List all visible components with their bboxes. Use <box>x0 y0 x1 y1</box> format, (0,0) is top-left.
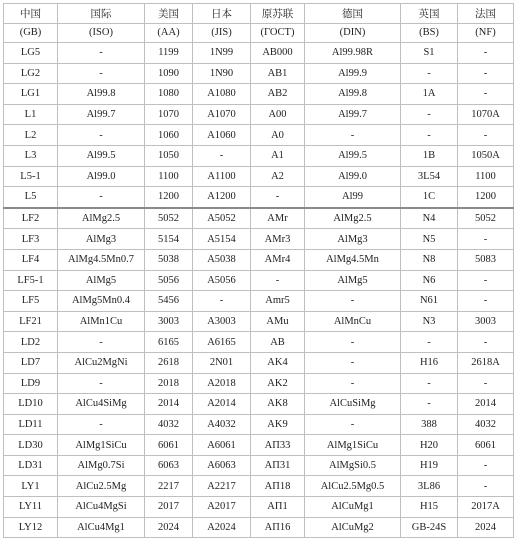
cell-nf: 5083 <box>458 249 514 270</box>
header-country-japan: 日本 <box>193 4 251 24</box>
cell-jis: - <box>193 291 251 312</box>
cell-jis: A2014 <box>193 394 251 415</box>
cell-aa: 1070 <box>145 104 193 125</box>
cell-gost: AB1 <box>251 63 305 84</box>
cell-iso: - <box>58 373 145 394</box>
cell-gb: L5-1 <box>4 166 58 187</box>
cell-gb: LF2 <box>4 208 58 229</box>
cell-bs: S1 <box>401 43 458 64</box>
cell-gb: LG2 <box>4 63 58 84</box>
table-row <box>4 332 514 353</box>
alloy-grade-table <box>3 3 514 538</box>
header-country-china: 中国 <box>4 4 58 24</box>
cell-iso: AlCu2.5Mg <box>58 476 145 497</box>
cell-iso: - <box>58 43 145 64</box>
cell-iso: Al99.7 <box>58 104 145 125</box>
cell-bs: N6 <box>401 270 458 291</box>
header-row-standard <box>4 23 514 43</box>
cell-jis: A4032 <box>193 414 251 435</box>
cell-gb: LF5-1 <box>4 270 58 291</box>
cell-jis: A2217 <box>193 476 251 497</box>
cell-bs: - <box>401 394 458 415</box>
cell-din: Al99.7 <box>305 104 401 125</box>
cell-bs: 1B <box>401 145 458 166</box>
cell-bs: H16 <box>401 352 458 373</box>
cell-nf: 6061 <box>458 435 514 456</box>
cell-gb: LD10 <box>4 394 58 415</box>
cell-iso: AlMg5Mn0.4 <box>58 291 145 312</box>
cell-jis: A1070 <box>193 104 251 125</box>
cell-gost: AП16 <box>251 517 305 538</box>
cell-jis: 2N01 <box>193 352 251 373</box>
cell-bs: 3L86 <box>401 476 458 497</box>
cell-iso: Al99.0 <box>58 166 145 187</box>
table-row <box>4 352 514 373</box>
cell-gost: AB000 <box>251 43 305 64</box>
cell-gost: AMr3 <box>251 229 305 250</box>
cell-din: AlMnCu <box>305 311 401 332</box>
cell-din: Al99 <box>305 187 401 208</box>
cell-jis: A5154 <box>193 229 251 250</box>
cell-nf: - <box>458 270 514 291</box>
cell-nf: - <box>458 229 514 250</box>
cell-gb: LD7 <box>4 352 58 373</box>
cell-aa: 6061 <box>145 435 193 456</box>
cell-aa: 1100 <box>145 166 193 187</box>
cell-jis: A3003 <box>193 311 251 332</box>
header-standard-aa: (AA) <box>145 23 193 43</box>
header-country-former-ussr: 原苏联 <box>251 4 305 24</box>
cell-aa: 2024 <box>145 517 193 538</box>
table-row <box>4 249 514 270</box>
header-standard-gost: (ГОСТ) <box>251 23 305 43</box>
header-country-international: 国际 <box>58 4 145 24</box>
cell-jis: A1100 <box>193 166 251 187</box>
cell-nf: - <box>458 63 514 84</box>
cell-iso: AlMg5 <box>58 270 145 291</box>
cell-gb: LF4 <box>4 249 58 270</box>
cell-nf: - <box>458 84 514 105</box>
cell-nf: 1070A <box>458 104 514 125</box>
cell-bs: N61 <box>401 291 458 312</box>
cell-iso: - <box>58 414 145 435</box>
cell-gost: A2 <box>251 166 305 187</box>
header-country-france: 法国 <box>458 4 514 24</box>
table-row <box>4 291 514 312</box>
cell-aa: 1199 <box>145 43 193 64</box>
table-row <box>4 63 514 84</box>
cell-din: Al99.8 <box>305 84 401 105</box>
cell-iso: - <box>58 332 145 353</box>
cell-jis: - <box>193 145 251 166</box>
cell-aa: 2618 <box>145 352 193 373</box>
cell-aa: 1080 <box>145 84 193 105</box>
alloy-designation-comparison <box>3 3 514 538</box>
table-row <box>4 270 514 291</box>
cell-iso: Al99.5 <box>58 145 145 166</box>
cell-din: AlMg5 <box>305 270 401 291</box>
cell-aa: 1060 <box>145 125 193 146</box>
cell-gost: Amr5 <box>251 291 305 312</box>
table-row <box>4 414 514 435</box>
cell-din: Al99.9 <box>305 63 401 84</box>
cell-gost: AMu <box>251 311 305 332</box>
cell-jis: A5052 <box>193 208 251 229</box>
cell-aa: 6063 <box>145 455 193 476</box>
cell-nf: - <box>458 43 514 64</box>
cell-gb: LF3 <box>4 229 58 250</box>
header-row-country <box>4 4 514 24</box>
header-standard-bs: (BS) <box>401 23 458 43</box>
cell-jis: A6063 <box>193 455 251 476</box>
cell-bs: GB-24S <box>401 517 458 538</box>
table-row <box>4 517 514 538</box>
table-row <box>4 435 514 456</box>
cell-gost: AK4 <box>251 352 305 373</box>
cell-nf: 4032 <box>458 414 514 435</box>
table-row <box>4 311 514 332</box>
cell-aa: 2014 <box>145 394 193 415</box>
cell-gb: LY1 <box>4 476 58 497</box>
cell-gb: LG1 <box>4 84 58 105</box>
cell-aa: 6165 <box>145 332 193 353</box>
cell-bs: - <box>401 125 458 146</box>
cell-aa: 1200 <box>145 187 193 208</box>
cell-gb: LD11 <box>4 414 58 435</box>
cell-gb: L3 <box>4 145 58 166</box>
cell-aa: 2018 <box>145 373 193 394</box>
header-country-uk: 英国 <box>401 4 458 24</box>
header-standard-iso: (ISO) <box>58 23 145 43</box>
cell-gost: - <box>251 187 305 208</box>
cell-gost: AП1 <box>251 497 305 518</box>
cell-jis: 1N99 <box>193 43 251 64</box>
cell-gost: A00 <box>251 104 305 125</box>
cell-gb: LG5 <box>4 43 58 64</box>
cell-din: AlCuMg2 <box>305 517 401 538</box>
cell-nf: - <box>458 332 514 353</box>
cell-nf: - <box>458 291 514 312</box>
cell-gb: LF21 <box>4 311 58 332</box>
cell-aa: 4032 <box>145 414 193 435</box>
cell-aa: 1090 <box>145 63 193 84</box>
header-country-usa: 美国 <box>145 4 193 24</box>
cell-bs: - <box>401 104 458 125</box>
cell-nf: 1100 <box>458 166 514 187</box>
cell-iso: - <box>58 125 145 146</box>
cell-nf: 1050A <box>458 145 514 166</box>
cell-iso: AlMg0.7Si <box>58 455 145 476</box>
cell-gb: LY11 <box>4 497 58 518</box>
cell-din: - <box>305 291 401 312</box>
cell-bs: 3L54 <box>401 166 458 187</box>
cell-iso: Al99.8 <box>58 84 145 105</box>
cell-din: Al99.0 <box>305 166 401 187</box>
cell-din: AlCu2.5Mg0.5 <box>305 476 401 497</box>
table-row <box>4 187 514 208</box>
cell-din: AlMg2.5 <box>305 208 401 229</box>
cell-din: - <box>305 332 401 353</box>
cell-jis: A2018 <box>193 373 251 394</box>
table-row <box>4 497 514 518</box>
cell-nf: - <box>458 476 514 497</box>
cell-iso: AlMg4.5Mn0.7 <box>58 249 145 270</box>
cell-gost: AП33 <box>251 435 305 456</box>
cell-gost: - <box>251 270 305 291</box>
cell-bs: - <box>401 373 458 394</box>
cell-gost: AMr <box>251 208 305 229</box>
cell-nf: - <box>458 455 514 476</box>
cell-bs: - <box>401 63 458 84</box>
cell-nf: 2017A <box>458 497 514 518</box>
cell-iso: - <box>58 187 145 208</box>
cell-gb: L2 <box>4 125 58 146</box>
cell-gb: LD31 <box>4 455 58 476</box>
cell-jis: A5038 <box>193 249 251 270</box>
cell-iso: AlCu2MgNi <box>58 352 145 373</box>
cell-aa: 5456 <box>145 291 193 312</box>
cell-din: AlCuMg1 <box>305 497 401 518</box>
header-standard-jis: (JIS) <box>193 23 251 43</box>
cell-gb: LD30 <box>4 435 58 456</box>
cell-iso: AlCu4SiMg <box>58 394 145 415</box>
cell-bs: 1A <box>401 84 458 105</box>
cell-iso: AlMg2.5 <box>58 208 145 229</box>
cell-jis: A2024 <box>193 517 251 538</box>
cell-aa: 5052 <box>145 208 193 229</box>
cell-aa: 5056 <box>145 270 193 291</box>
table-row <box>4 394 514 415</box>
cell-iso: AlMg1SiCu <box>58 435 145 456</box>
cell-iso: AlMn1Cu <box>58 311 145 332</box>
cell-aa: 3003 <box>145 311 193 332</box>
cell-jis: A1200 <box>193 187 251 208</box>
cell-din: Al99.5 <box>305 145 401 166</box>
header-standard-nf: (NF) <box>458 23 514 43</box>
cell-jis: A1080 <box>193 84 251 105</box>
table-row <box>4 43 514 64</box>
cell-gost: AK9 <box>251 414 305 435</box>
cell-gb: LD9 <box>4 373 58 394</box>
cell-gost: AB <box>251 332 305 353</box>
cell-jis: A6061 <box>193 435 251 456</box>
cell-gost: AП18 <box>251 476 305 497</box>
header-standard-din: (DIN) <box>305 23 401 43</box>
cell-din: - <box>305 373 401 394</box>
cell-bs: - <box>401 332 458 353</box>
cell-gost: AK8 <box>251 394 305 415</box>
cell-iso: AlCu4Mg1 <box>58 517 145 538</box>
cell-gost: AП31 <box>251 455 305 476</box>
table-row <box>4 373 514 394</box>
cell-gost: AMr4 <box>251 249 305 270</box>
cell-bs: 1C <box>401 187 458 208</box>
cell-iso: AlMg3 <box>58 229 145 250</box>
header-standard-gb: (GB) <box>4 23 58 43</box>
table-body <box>4 43 514 538</box>
cell-din: Al99.98R <box>305 43 401 64</box>
cell-nf: 5052 <box>458 208 514 229</box>
table-row <box>4 145 514 166</box>
cell-jis: A2017 <box>193 497 251 518</box>
cell-nf: 2014 <box>458 394 514 415</box>
cell-nf: 2024 <box>458 517 514 538</box>
cell-gb: LF5 <box>4 291 58 312</box>
table-row <box>4 229 514 250</box>
table-row <box>4 125 514 146</box>
cell-din: - <box>305 414 401 435</box>
cell-nf: - <box>458 373 514 394</box>
cell-aa: 2017 <box>145 497 193 518</box>
table-row <box>4 104 514 125</box>
cell-jis: A1060 <box>193 125 251 146</box>
cell-jis: 1N90 <box>193 63 251 84</box>
table-row <box>4 166 514 187</box>
cell-din: - <box>305 352 401 373</box>
cell-gost: A0 <box>251 125 305 146</box>
cell-gost: AB2 <box>251 84 305 105</box>
cell-bs: H19 <box>401 455 458 476</box>
cell-gb: LY12 <box>4 517 58 538</box>
cell-gost: AK2 <box>251 373 305 394</box>
table-row <box>4 476 514 497</box>
table-row <box>4 208 514 229</box>
cell-nf: 3003 <box>458 311 514 332</box>
table-row <box>4 455 514 476</box>
cell-din: AlMg3 <box>305 229 401 250</box>
cell-aa: 1050 <box>145 145 193 166</box>
cell-aa: 5038 <box>145 249 193 270</box>
cell-bs: N5 <box>401 229 458 250</box>
cell-nf: 1200 <box>458 187 514 208</box>
cell-bs: N4 <box>401 208 458 229</box>
cell-nf: 2618A <box>458 352 514 373</box>
cell-jis: A6165 <box>193 332 251 353</box>
cell-bs: H15 <box>401 497 458 518</box>
cell-bs: N8 <box>401 249 458 270</box>
cell-gb: L5 <box>4 187 58 208</box>
cell-iso: AlCu4MgSi <box>58 497 145 518</box>
cell-gost: A1 <box>251 145 305 166</box>
cell-aa: 5154 <box>145 229 193 250</box>
header-country-germany: 德国 <box>305 4 401 24</box>
cell-bs: 388 <box>401 414 458 435</box>
cell-din: AlMgSi0.5 <box>305 455 401 476</box>
table-row <box>4 84 514 105</box>
cell-din: - <box>305 125 401 146</box>
cell-jis: A5056 <box>193 270 251 291</box>
cell-bs: N3 <box>401 311 458 332</box>
cell-din: AlMg1SiCu <box>305 435 401 456</box>
cell-nf: - <box>458 125 514 146</box>
cell-iso: - <box>58 63 145 84</box>
cell-gb: LD2 <box>4 332 58 353</box>
cell-aa: 2217 <box>145 476 193 497</box>
cell-din: AlCuSiMg <box>305 394 401 415</box>
cell-din: AlMg4.5Mn <box>305 249 401 270</box>
cell-gb: L1 <box>4 104 58 125</box>
cell-bs: H20 <box>401 435 458 456</box>
